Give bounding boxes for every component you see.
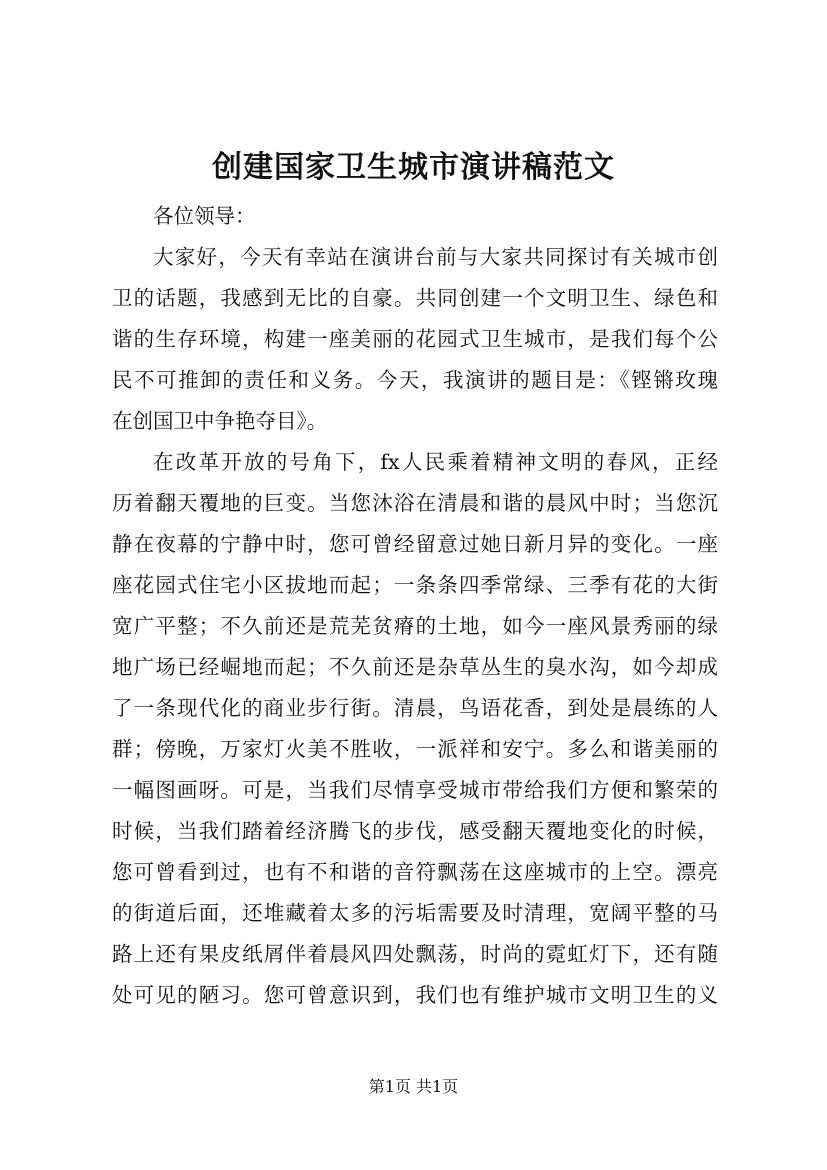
paragraph-line: 路上还有果皮纸屑伴着晨风四处飘荡，时尚的霓虹灯下，还有随: [112, 942, 718, 966]
document-body: [112, 196, 718, 1016]
paragraph-line: 地广场已经崛地而起；不久前还是杂草丛生的臭水沟，如今却成: [112, 655, 718, 679]
paragraph-line: 在改革开放的号角下，fx人民乘着精神文明的春风，正经: [153, 450, 718, 474]
paragraph-line: 时候，当我们踏着经济腾飞的步伐，感受翻天覆地变化的时候，: [112, 819, 718, 843]
paragraph-line: 静在夜幕的宁静中时，您可曾经留意过她日新月异的变化。一座: [112, 532, 718, 556]
paragraph-line: 的街道后面，还堆藏着太多的污垢需要及时清理，宽阔平整的马: [112, 901, 718, 925]
paragraph-line: 群；傍晚，万家灯火美不胜收，一派祥和安宁。多么和谐美丽的: [112, 737, 718, 761]
paragraph-line: 历着翻天覆地的巨变。当您沐浴在清晨和谐的晨风中时；当您沉: [112, 491, 718, 515]
paragraph-line: 谐的生存环境，构建一座美丽的花园式卫生城市，是我们每个公: [112, 327, 718, 351]
paragraph-line: 您可曾看到过，也有不和谐的音符飘荡在这座城市的上空。漂亮: [112, 860, 718, 884]
paragraph-line: 一幅图画呀。可是，当我们尽情享受城市带给我们方便和繁荣的: [112, 778, 718, 802]
paragraph-2: [112, 442, 718, 1016]
paragraph-1: [112, 237, 718, 442]
paragraph-line: 处可见的陋习。您可曾意识到，我们也有维护城市文明卫生的义: [112, 983, 718, 1007]
paragraph-line: 大家好，今天有幸站在演讲台前与大家共同探讨有关城市创: [153, 245, 718, 269]
paragraph-line: 宽广平整；不久前还是荒芜贫瘠的土地，如今一座风景秀丽的绿: [112, 614, 718, 638]
paragraph-line: 了一条现代化的商业步行街。清晨，鸟语花香，到处是晨练的人: [112, 696, 718, 720]
page-footer: 第1页 共1页: [368, 1077, 459, 1096]
paragraph-line: 座花园式住宅小区拔地而起；一条条四季常绿、三季有花的大街: [112, 573, 718, 597]
document-title: 创建国家卫生城市演讲稿范文: [212, 150, 615, 185]
paragraph-line: 卫的话题，我感到无比的自豪。共同创建一个文明卫生、绿色和: [112, 286, 718, 310]
paragraph-line: 在创国卫中争艳夺目》。: [112, 409, 328, 433]
paragraph-line: 民不可推卸的责任和义务。今天，我演讲的题目是：《铿锵玫瑰: [112, 368, 718, 392]
salutation: 各位领导：: [153, 204, 256, 228]
